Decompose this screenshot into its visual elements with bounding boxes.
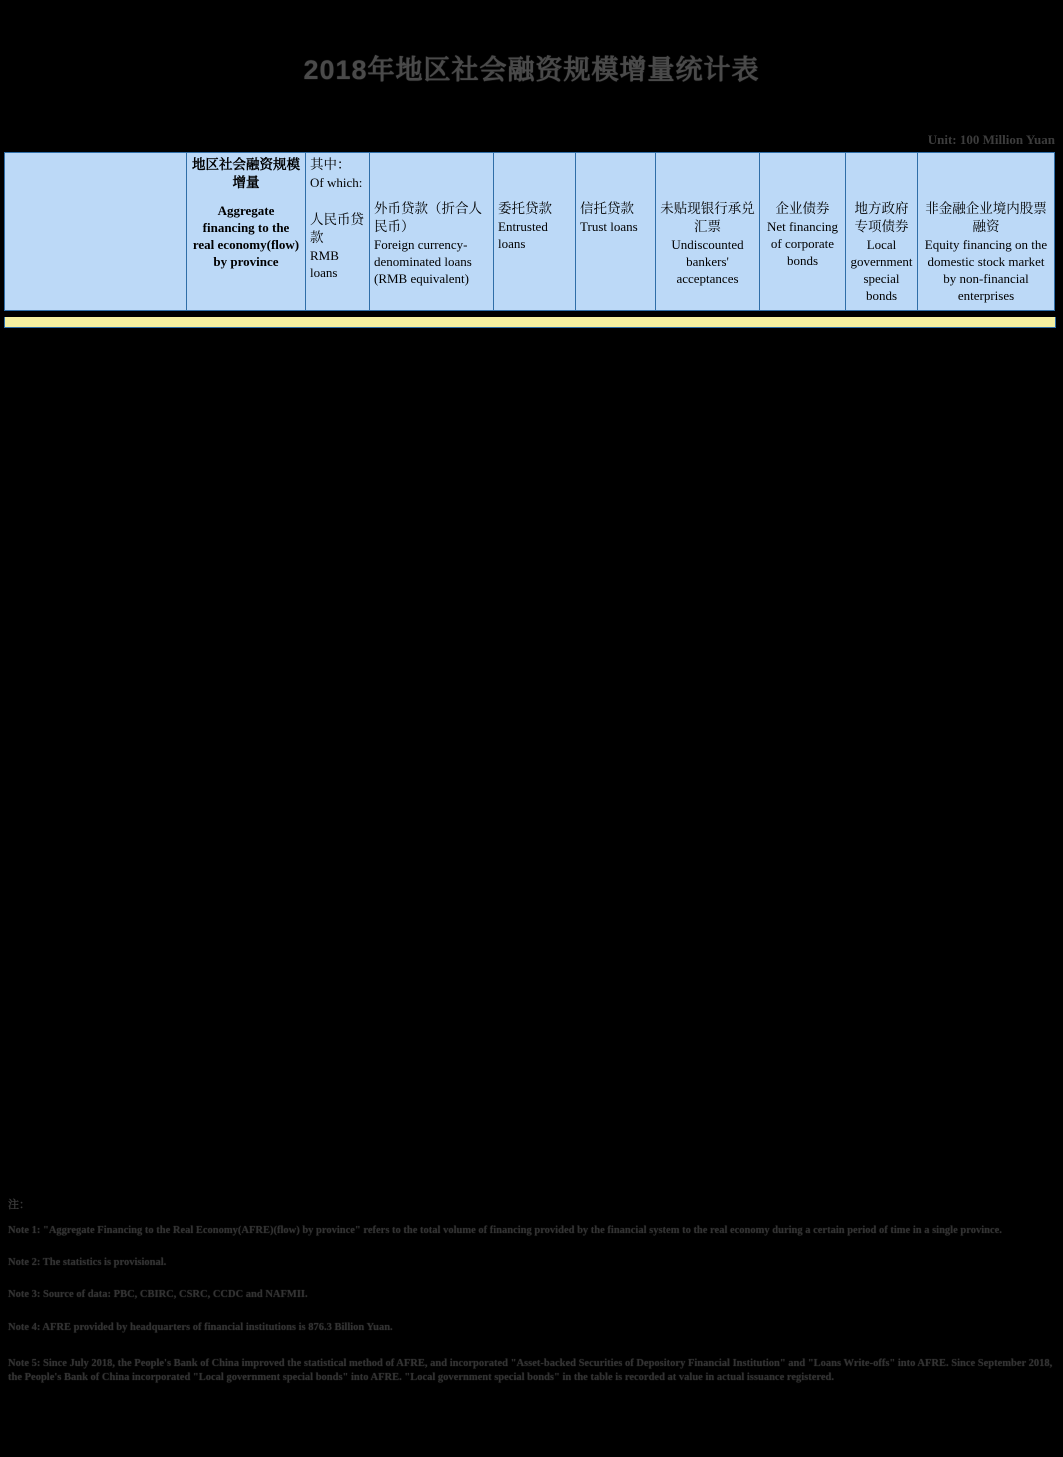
header-cn-local-gov-special-bonds: 地方政府专项债券 xyxy=(854,201,909,234)
note-item-5: Note 5: Since July 2018, the People's Bank of China improved the statistical method of AFRE, and incorporated "Asset-backed Securities of Depository Financial Institution" and "Loans Write-offs" into AFRE. Since September 2018, the People's Bank of China incorporated "Local government special bonds" into AFRE. "Local government special bonds" in the table is recorded at value in actual issuance registered. xyxy=(8,1357,1053,1383)
notes-heading: 注： xyxy=(8,1199,30,1211)
header-cn-trust-loans: 信托贷款 xyxy=(580,201,634,216)
note-item-1: Note 1: "Aggregate Financing to the Real Economy(AFRE)(flow) by province" refers to the total volume of financing provided by the financial system to the real economy during a certain period of time in a single province. xyxy=(8,1225,1002,1236)
header-cn-rmb-loans: 人民币贷款 xyxy=(310,211,364,245)
header-cell-trust-loans xyxy=(576,153,656,311)
header-en-undiscounted-acceptances: Undiscounted bankers' acceptances xyxy=(671,236,744,286)
statistics-table xyxy=(4,152,1055,311)
note-item-2: Note 2: The statistics is provisional. xyxy=(8,1257,167,1269)
header-en-equity-financing: Equity financing on the domestic stock market by non-financial enterprises xyxy=(924,236,1048,304)
header-cell-blank xyxy=(5,153,187,311)
header-en-of-which: Of which: xyxy=(310,174,363,190)
header-en-trust-loans: Trust loans xyxy=(580,218,638,234)
header-cn-entrusted-loans: 委托贷款 xyxy=(498,201,552,216)
note-item-4: Note 4: AFRE provided by headquarters of financial institutions is 876.3 Billion Yuan. xyxy=(8,1321,393,1333)
header-cn-undiscounted-acceptances: 未贴现银行承兑汇票 xyxy=(660,201,755,234)
notes-section xyxy=(8,1196,1053,1385)
header-cell-local-gov-special-bonds xyxy=(846,153,918,311)
header-cell-of-which xyxy=(306,153,370,311)
table-header-row xyxy=(5,153,1055,311)
page-title: 2018年地区社会融资规模增量统计表 xyxy=(303,55,760,85)
header-cell-fx-loans xyxy=(370,153,494,311)
header-en-aggregate: Aggregate financing to the real economy(flow) by province xyxy=(192,202,300,270)
header-cell-equity-financing xyxy=(918,153,1055,311)
header-cn-of-which: 其中： xyxy=(310,157,351,172)
header-cell-undiscounted-acceptances xyxy=(656,153,760,311)
header-en-fx-loans: Foreign currency-denominated loans (RMB equivalent) xyxy=(374,236,472,286)
header-en-local-gov-special-bonds: Local government special bonds xyxy=(850,236,913,304)
header-cell-corporate-bonds xyxy=(760,153,846,311)
header-cn-fx-loans: 外币贷款（折合人民币） xyxy=(374,201,482,234)
header-cell-aggregate xyxy=(187,153,306,311)
table-accent-strip xyxy=(4,317,1056,328)
unit-label: Unit: 100 Million Yuan xyxy=(927,132,1055,147)
header-en-entrusted-loans: Entrusted loans xyxy=(498,218,548,251)
header-cn-corporate-bonds: 企业债券 xyxy=(775,201,830,216)
header-en-corporate-bonds: Net financing of corporate bonds xyxy=(766,218,839,269)
header-cn-aggregate: 地区社会融资规模增量 xyxy=(192,157,300,190)
header-cn-equity-financing: 非金融企业境内股票融资 xyxy=(925,201,1047,234)
note-item-3: Note 3: Source of data: PBC, CBIRC, CSRC, CCDC and NAFMII. xyxy=(8,1289,308,1301)
header-en-rmb-loans: RMB loans xyxy=(310,247,339,280)
header-cell-entrusted-loans xyxy=(494,153,576,311)
